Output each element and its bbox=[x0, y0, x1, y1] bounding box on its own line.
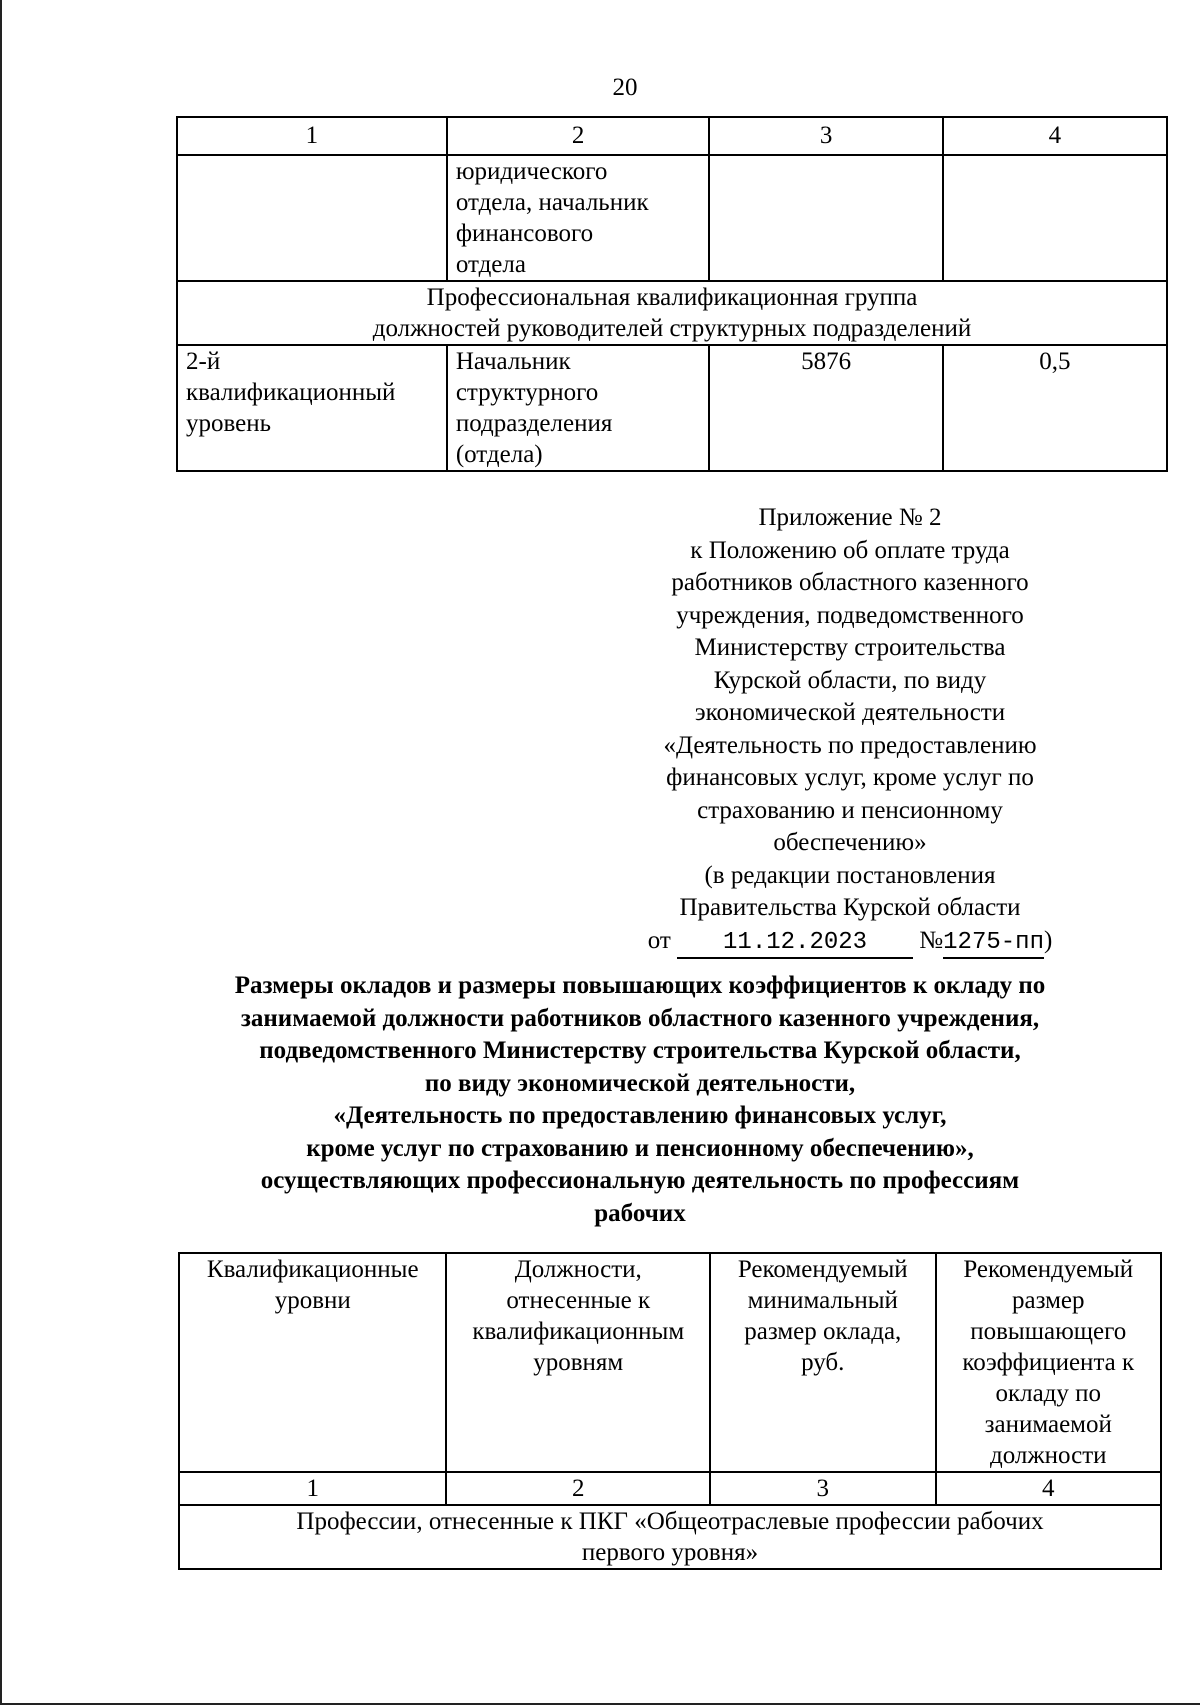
group-title-row bbox=[177, 281, 1167, 345]
group-title-line: первого уровня» bbox=[581, 1539, 759, 1566]
group-title-line: Профессиональная квалификационная группа bbox=[426, 284, 918, 311]
header-line: Рекомендуемый bbox=[963, 1256, 1134, 1283]
column-header bbox=[179, 1253, 446, 1472]
header-line: минимальный bbox=[747, 1287, 898, 1314]
cell-line: (отдела) bbox=[455, 441, 543, 468]
heading-line: кроме услуг по страхованию и пенсионному обеспечению», bbox=[306, 1134, 974, 1162]
appendix-line: учреждения, подведомственного bbox=[676, 601, 1024, 629]
header-line: должности bbox=[989, 1442, 1107, 1469]
appendix-line: Приложение № 2 bbox=[758, 504, 942, 531]
appendix-line: экономической деятельности bbox=[694, 699, 1006, 726]
resolution-date: 11.12.2023 bbox=[677, 929, 913, 959]
appendix-line: к Положению об оплате труда bbox=[690, 536, 1010, 564]
column-number: 4 bbox=[943, 117, 1167, 155]
table-cell bbox=[177, 155, 447, 281]
column-header bbox=[446, 1253, 710, 1472]
position-cell bbox=[447, 345, 710, 471]
table-row bbox=[177, 155, 1167, 281]
heading-line: «Деятельность по предоставлению финансовых услуг, bbox=[333, 1102, 947, 1129]
group-title bbox=[179, 1505, 1161, 1569]
salary-table-continued bbox=[176, 116, 1168, 472]
cell-line: уровень bbox=[186, 410, 272, 437]
heading-line: рабочих bbox=[594, 1199, 686, 1227]
column-header bbox=[710, 1253, 935, 1472]
scan-edge-left bbox=[0, 0, 2, 1705]
column-number-row bbox=[179, 1472, 1161, 1505]
header-line: повышающего bbox=[970, 1318, 1127, 1345]
closing-paren: ) bbox=[1043, 926, 1053, 954]
resolution-number: 1275-пп bbox=[943, 929, 1044, 959]
header-line: отнесенные к bbox=[506, 1287, 651, 1314]
level-cell bbox=[177, 345, 447, 471]
column-number: 2 bbox=[447, 117, 710, 155]
header-line: уровни bbox=[274, 1287, 351, 1314]
column-number: 1 bbox=[177, 117, 447, 155]
appendix-line: Министерству строительства bbox=[694, 634, 1006, 661]
heading-line: занимаемой должности работников областного казенного учреждения, bbox=[240, 1004, 1040, 1032]
cell-line: юридического bbox=[455, 158, 608, 185]
cell-line: отдела bbox=[455, 251, 526, 278]
appendix-line: финансовых услуг, кроме услуг по bbox=[666, 764, 1034, 791]
column-header bbox=[936, 1253, 1162, 1472]
appendix-line: Правительства Курской области bbox=[679, 894, 1021, 921]
heading-line: подведомственного Министерству строительства Курской области, bbox=[259, 1037, 1021, 1064]
cell-line: отдела, начальник bbox=[455, 189, 649, 216]
table-row bbox=[177, 345, 1167, 471]
appendix-line: страхованию и пенсионному bbox=[697, 796, 1003, 824]
cell-line: финансового bbox=[455, 220, 594, 247]
coefficient-cell: 0,5 bbox=[943, 345, 1167, 471]
header-line: размер оклада, bbox=[744, 1318, 902, 1345]
group-title-line: должностей руководителей структурных подразделений bbox=[372, 315, 972, 342]
header-line: окладу по bbox=[995, 1380, 1102, 1407]
position-cell bbox=[447, 155, 710, 281]
header-line: коэффициента к bbox=[962, 1349, 1135, 1376]
header-line: занимаемой bbox=[984, 1411, 1112, 1438]
workers-salary-table bbox=[178, 1252, 1162, 1570]
cell-line: квалификационный bbox=[186, 379, 396, 406]
group-title-row bbox=[179, 1505, 1161, 1569]
cell-line: 2-й bbox=[186, 348, 221, 375]
column-number: 1 bbox=[179, 1472, 446, 1505]
appendix-line: Курской области, по виду bbox=[713, 666, 987, 694]
cell-line: структурного bbox=[455, 379, 599, 406]
column-number: 4 bbox=[936, 1472, 1162, 1505]
group-title bbox=[177, 281, 1167, 345]
from-label: от bbox=[647, 926, 671, 954]
column-number: 2 bbox=[446, 1472, 710, 1505]
table-cell bbox=[943, 155, 1167, 281]
page-number: 20 bbox=[612, 74, 638, 101]
header-line: Квалификационные bbox=[206, 1256, 419, 1283]
heading-line: по виду экономической деятельности, bbox=[424, 1069, 856, 1097]
number-label: № bbox=[919, 926, 944, 954]
cell-line: Начальник bbox=[455, 348, 571, 375]
appendix-line: «Деятельность по предоставлению bbox=[663, 731, 1037, 759]
salary-cell: 5876 bbox=[709, 345, 942, 471]
table-header-row bbox=[177, 117, 1167, 155]
header-line: квалификационным bbox=[472, 1318, 685, 1345]
heading-line: осуществляющих профессиональную деятельность по профессиям bbox=[260, 1167, 1020, 1194]
document-heading bbox=[150, 970, 1130, 1230]
table-cell bbox=[709, 155, 942, 281]
header-line: Должности, bbox=[514, 1256, 642, 1283]
appendix-block bbox=[640, 502, 1060, 959]
heading-line: Размеры окладов и размеры повышающих коэффициентов к окладу по bbox=[234, 972, 1046, 999]
group-title-line: Профессии, отнесенные к ПКГ «Общеотраслевые профессии рабочих bbox=[296, 1508, 1044, 1535]
resolution-reference bbox=[640, 925, 1060, 959]
header-line: уровням bbox=[533, 1349, 624, 1376]
table-header-row bbox=[179, 1253, 1161, 1472]
column-number: 3 bbox=[709, 117, 942, 155]
appendix-line: работников областного казенного bbox=[671, 569, 1029, 596]
cell-line: подразделения bbox=[455, 410, 613, 437]
column-number: 3 bbox=[710, 1472, 935, 1505]
header-line: руб. bbox=[801, 1349, 845, 1376]
appendix-line: обеспечению» bbox=[773, 829, 927, 856]
header-line: Рекомендуемый bbox=[737, 1256, 908, 1283]
header-line: размер bbox=[1011, 1287, 1085, 1314]
appendix-line: (в редакции постановления bbox=[704, 861, 996, 889]
